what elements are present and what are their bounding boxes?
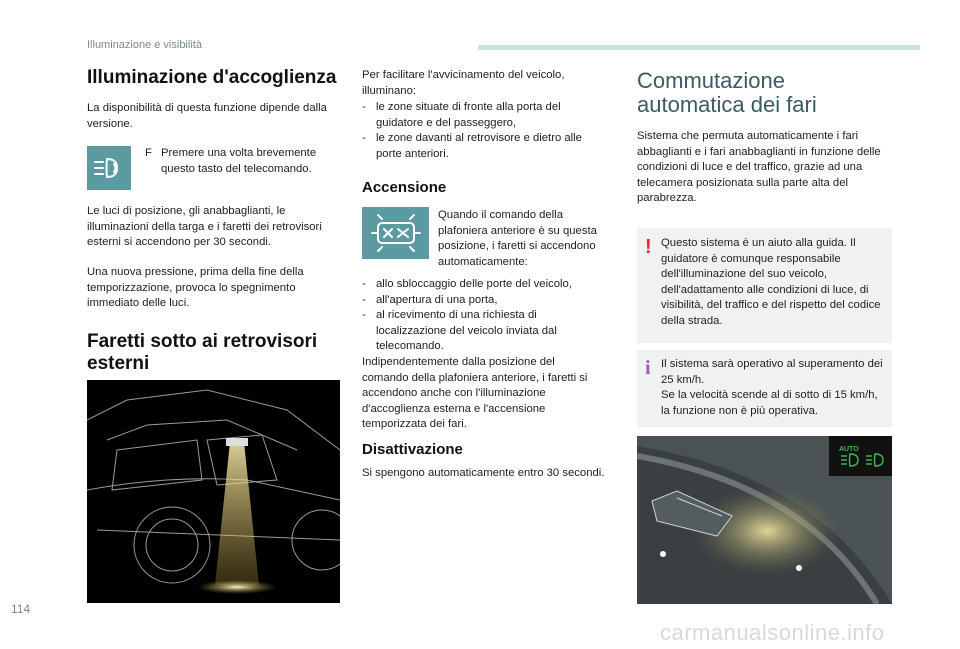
col3-p1: Sistema che permuta automaticamente i fari abbaglianti e i fari anabbaglianti in funzione delle condizioni di luce e del traffico, grazie ad una telecamera posizionata sulla parte alta del parabrezza. (637, 130, 881, 205)
heading-accensione: Accensione (362, 179, 447, 196)
warning-box (637, 228, 892, 343)
col1-p3: Una nuova pressione, prima della fine della temporizzazione, provoca lo spegnimento immediato delle luci. (87, 266, 304, 310)
high-beam-icon (865, 453, 885, 472)
info-icon: i (645, 357, 651, 379)
list-item: - all'apertura di una porta, (362, 293, 607, 309)
ceiling-light-icon (362, 207, 429, 259)
col1-p2: Le luci di posizione, gli anabbaglianti, le illuminazioni della targa e i faretti dei retrovisori esterni si accendono per 30 secondi. (87, 205, 322, 249)
list-item: - le zone situate di fronte alla porta del guidatore e del passeggero, (362, 100, 607, 131)
car-mirror-light-image (87, 380, 340, 603)
auto-label: AUTO (839, 446, 859, 453)
note-prefix: F (145, 147, 152, 159)
disattivazione-text: Si spengono automaticamente entro 30 secondi. (362, 467, 605, 479)
intro-list (362, 100, 607, 162)
info-text-2: Se la velocità scende al di sotto di 15 km/h, la funzione non è più operativa. (661, 389, 878, 417)
accensione-list (362, 277, 607, 355)
watermark: carmanualsonline.info (660, 620, 885, 645)
info-text-1: Il sistema sarà operativo al superamento dei 25 km/h. (661, 358, 883, 386)
accensione-text: Quando il comando della plafoniera anteriore è su questa posizione, i faretti si accendono automaticamente: (438, 209, 597, 268)
title-commutazione: Commutazione automatica dei fari (637, 68, 817, 117)
col1-p1: La disponibilità di questa funzione dipende dalla versione. (87, 102, 327, 130)
auto-headlight-image (637, 436, 892, 604)
list-item: - le zone davanti al retrovisore e dietro alle porte anteriori. (362, 131, 607, 162)
list-item: - al ricevimento di una richiesta di localizzazione del veicolo inviata dal telecomando. (362, 308, 607, 355)
title-faretti: Faretti sotto ai retrovisori esterni (87, 331, 318, 374)
auto-high-beam-icon (840, 453, 860, 472)
warning-text: Questo sistema è un aiuto alla guida. Il guidatore è comunque responsabile dell'illuminazione del suo veicolo, dell'adattamento alle condizioni di luce, di visibilità, del traffico e del rispetto del codice della strada. (661, 237, 881, 327)
light-key-icon (87, 146, 131, 190)
col2-intro: Per facilitare l'avvicinamento del veicolo, illuminano: (362, 69, 565, 97)
section-header: Illuminazione e visibilità (87, 39, 202, 51)
col2-indipendentemente: Indipendentemente dalla posizione del comando della plafoniera anteriore, i faretti si accendono anche con l'illuminazione d'accoglienza esterna e l'accensione temporizzata dei fari. (362, 356, 588, 431)
list-item: - allo sbloccaggio delle porte del veicolo, (362, 277, 607, 293)
icon-note: Premere una volta brevemente questo tasto del telecomando. (161, 147, 317, 175)
warning-icon: ! (645, 236, 652, 258)
title-illuminazione: Illuminazione d'accoglienza (87, 67, 337, 88)
info-box (637, 350, 892, 427)
header-bar (478, 45, 920, 50)
page-number: 114 (11, 602, 31, 616)
heading-disattivazione: Disattivazione (362, 441, 463, 458)
